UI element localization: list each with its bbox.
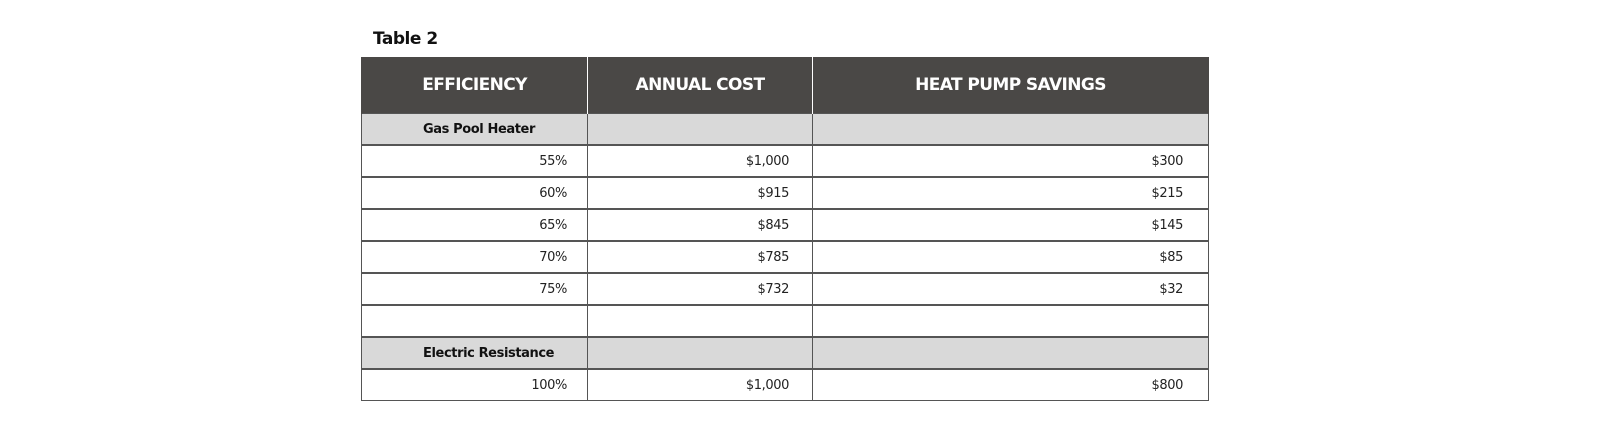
empty-cell xyxy=(588,337,813,369)
group-row-gas-pool-heater xyxy=(362,114,1209,146)
efficiency-cell: 100% xyxy=(362,369,588,401)
empty-cell xyxy=(362,305,588,337)
savings-cell: $800 xyxy=(813,369,1209,401)
efficiency-cell: 65% xyxy=(362,209,588,241)
empty-cell xyxy=(588,305,813,337)
savings-cell: $85 xyxy=(813,241,1209,273)
efficiency-cell: 75% xyxy=(362,273,588,305)
annual-cost-cell: $732 xyxy=(588,273,813,305)
efficiency-cell: 60% xyxy=(362,177,588,209)
empty-cell xyxy=(588,114,813,146)
annual-cost-cell: $1,000 xyxy=(588,145,813,177)
table-row xyxy=(362,177,1209,209)
annual-cost-cell: $785 xyxy=(588,241,813,273)
column-header-efficiency: EFFICIENCY xyxy=(362,57,588,114)
column-header-heat-pump-savings: HEAT PUMP SAVINGS xyxy=(813,57,1209,114)
empty-cell xyxy=(813,305,1209,337)
table-row xyxy=(362,209,1209,241)
empty-cell xyxy=(813,337,1209,369)
heat-pump-savings-table xyxy=(361,57,1209,401)
table-row xyxy=(362,241,1209,273)
column-header-annual-cost: ANNUAL COST xyxy=(588,57,813,114)
group-row-electric-resistance xyxy=(362,337,1209,369)
annual-cost-cell: $845 xyxy=(588,209,813,241)
table-row xyxy=(362,369,1209,401)
efficiency-cell: 70% xyxy=(362,241,588,273)
annual-cost-cell: $1,000 xyxy=(588,369,813,401)
savings-cell: $32 xyxy=(813,273,1209,305)
table-caption: Table 2 xyxy=(373,29,438,49)
group-label: Electric Resistance xyxy=(362,337,588,369)
header-row xyxy=(362,57,1209,114)
table-row xyxy=(362,273,1209,305)
savings-cell: $215 xyxy=(813,177,1209,209)
efficiency-cell: 55% xyxy=(362,145,588,177)
savings-cell: $145 xyxy=(813,209,1209,241)
savings-cell: $300 xyxy=(813,145,1209,177)
table-row xyxy=(362,145,1209,177)
empty-cell xyxy=(813,114,1209,146)
spacer-row xyxy=(362,305,1209,337)
annual-cost-cell: $915 xyxy=(588,177,813,209)
group-label: Gas Pool Heater xyxy=(362,114,588,146)
